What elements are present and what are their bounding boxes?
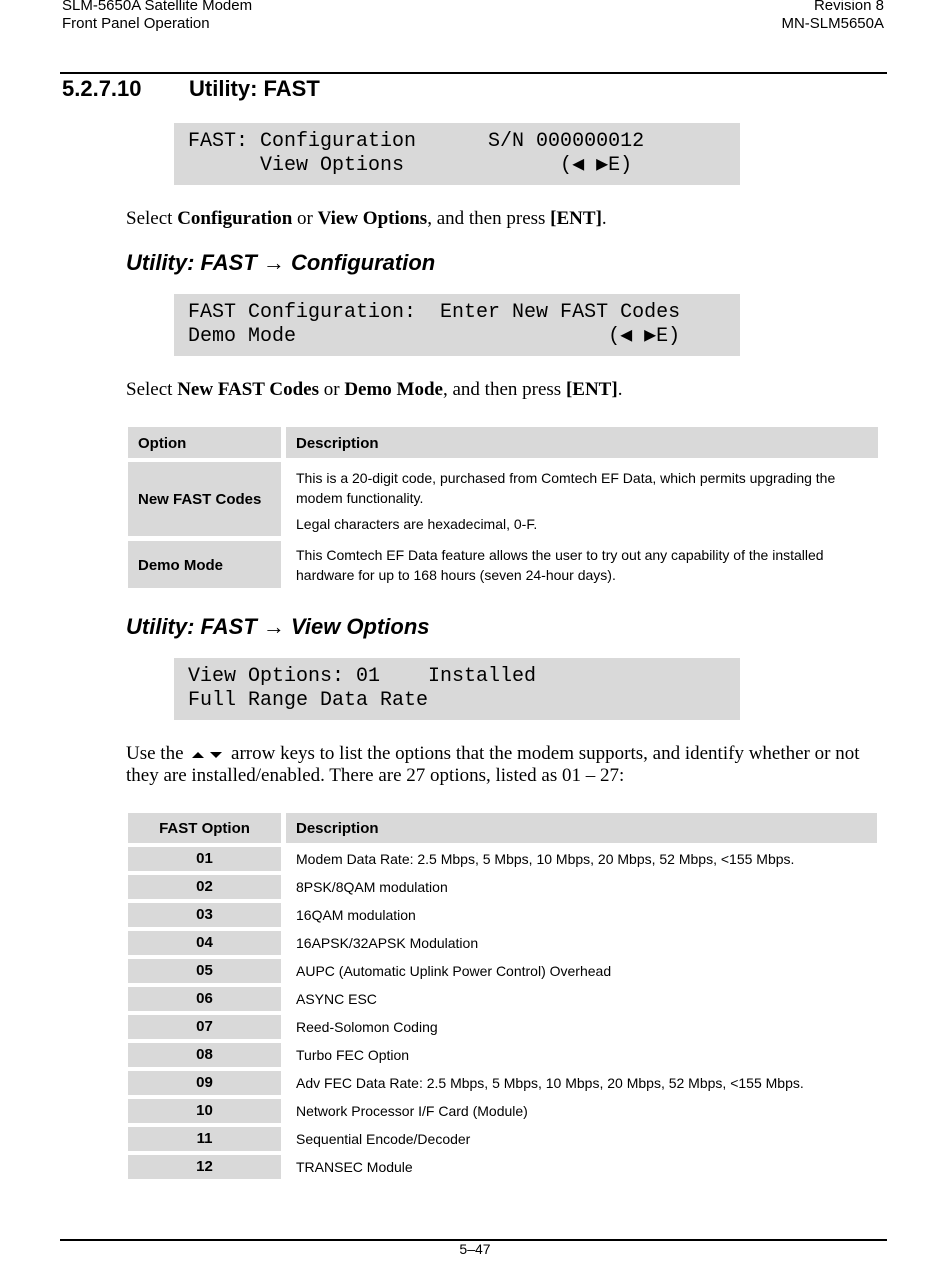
fast-option-number: 08 [128,1043,281,1067]
fast-option-description: ASYNC ESC [296,991,377,1007]
fast-option-number: 02 [128,875,281,899]
text: . [617,379,623,400]
fast-option-description: TRANSEC Module [296,1159,413,1175]
table-header-fast-option: FAST Option [128,813,281,843]
lcd-line-2: Full Range Data Rate [188,689,429,712]
bold-term: New FAST Codes [177,379,319,400]
table-header-option: Option [128,427,281,458]
lcd-line-2: View Options (◀ ▶E) [188,154,633,177]
lcd-display-configuration [174,294,740,356]
fast-option-number: 11 [128,1127,281,1151]
bold-term: Demo Mode [344,379,443,400]
text: , and then press [443,379,566,400]
text: . [601,208,607,229]
fast-option-description: Adv FEC Data Rate: 2.5 Mbps, 5 Mbps, 10 Mbps, 20 Mbps, 52 Mbps, <155 Mbps. [296,1075,804,1091]
text: or [319,379,345,400]
header-chapter: Front Panel Operation [62,15,210,32]
header-manual-number: MN-SLM5650A [781,15,884,32]
header-revision: Revision 8 [813,0,884,14]
description-text: This is a 20-digit code, purchased from Comtech EF Data, which permits upgrading the modem functionality. [296,470,836,506]
fast-option-number: 06 [128,987,281,1011]
fast-option-number: 09 [128,1071,281,1095]
instruction-paragraph-3 [126,743,888,787]
fast-option-number: 07 [128,1015,281,1039]
fast-option-number: 03 [128,903,281,927]
fast-option-description: 8PSK/8QAM modulation [296,879,448,895]
text: or [292,208,318,229]
table-row-option-new-fast-codes: New FAST Codes [128,462,281,536]
lcd-display-fast-menu [174,123,740,185]
running-header-right [781,0,884,33]
page-number: 5–47 [459,1241,491,1257]
text: Select [126,208,178,229]
fast-option-description: Turbo FEC Option [296,1047,410,1063]
fast-option-number: 05 [128,959,281,983]
description-text: This Comtech EF Data feature allows the user to try out any capability of the installed hardware for up to 168 hours (seven 24-hour days). [296,547,824,583]
lcd-line-1: FAST Configuration: Enter New FAST Codes [188,301,681,324]
text: Select [126,379,178,400]
lcd-line-1: View Options: 01 Installed [188,665,537,688]
fast-option-number: 10 [128,1099,281,1123]
table-row-option-demo-mode: Demo Mode [128,541,281,588]
bold-term: Configuration [177,208,293,229]
fast-option-description: Sequential Encode/Decoder [296,1131,471,1147]
fast-option-description: 16QAM modulation [296,907,416,923]
lcd-display-view-options [174,658,740,720]
subheading-view-options: Utility: FAST → View Options [126,614,430,639]
instruction-paragraph-1 [126,208,888,230]
fast-option-number: 04 [128,931,281,955]
fast-option-description: 16APSK/32APSK Modulation [296,935,479,951]
header-product: SLM-5650A Satellite Modem [62,0,253,14]
bold-term: View Options [317,208,428,229]
subheading-configuration: Utility: FAST → Configuration [126,250,436,275]
table-header-description: Description [286,427,878,458]
table-row-description [286,462,878,536]
fast-option-number: 12 [128,1155,281,1179]
text: arrow keys to list the options that the modem supports, and identify whether or not they are installed/enabled. There are 27 options, listed as 01 – 27: [126,743,860,786]
section-heading [62,76,320,102]
fast-option-number: 01 [128,847,281,871]
text: Use the [126,743,184,764]
up-down-arrow-keys-icon [188,748,226,762]
bold-key: [ENT] [565,379,618,400]
table-header-description: Description [286,813,877,843]
fast-option-description: Network Processor I/F Card (Module) [296,1103,528,1119]
running-header-left [62,0,252,33]
fast-option-description: AUPC (Automatic Uplink Power Control) Overhead [296,963,612,979]
lcd-line-1: FAST: Configuration S/N 000000012 [188,130,645,153]
section-number: 5.2.7.10 [62,76,142,101]
fast-option-description: Reed-Solomon Coding [296,1019,438,1035]
bold-key: [ENT] [550,208,602,229]
text: , and then press [427,208,551,229]
description-text: Legal characters are hexadecimal, 0-F. [296,516,538,532]
instruction-paragraph-2 [126,379,888,401]
fast-option-description: Modem Data Rate: 2.5 Mbps, 5 Mbps, 10 Mbps, 20 Mbps, 52 Mbps, <155 Mbps. [296,851,795,867]
header-rule [60,72,887,74]
table-row-description [286,541,878,588]
section-title: Utility: FAST [189,76,320,101]
lcd-line-2: Demo Mode (◀ ▶E) [188,325,681,348]
